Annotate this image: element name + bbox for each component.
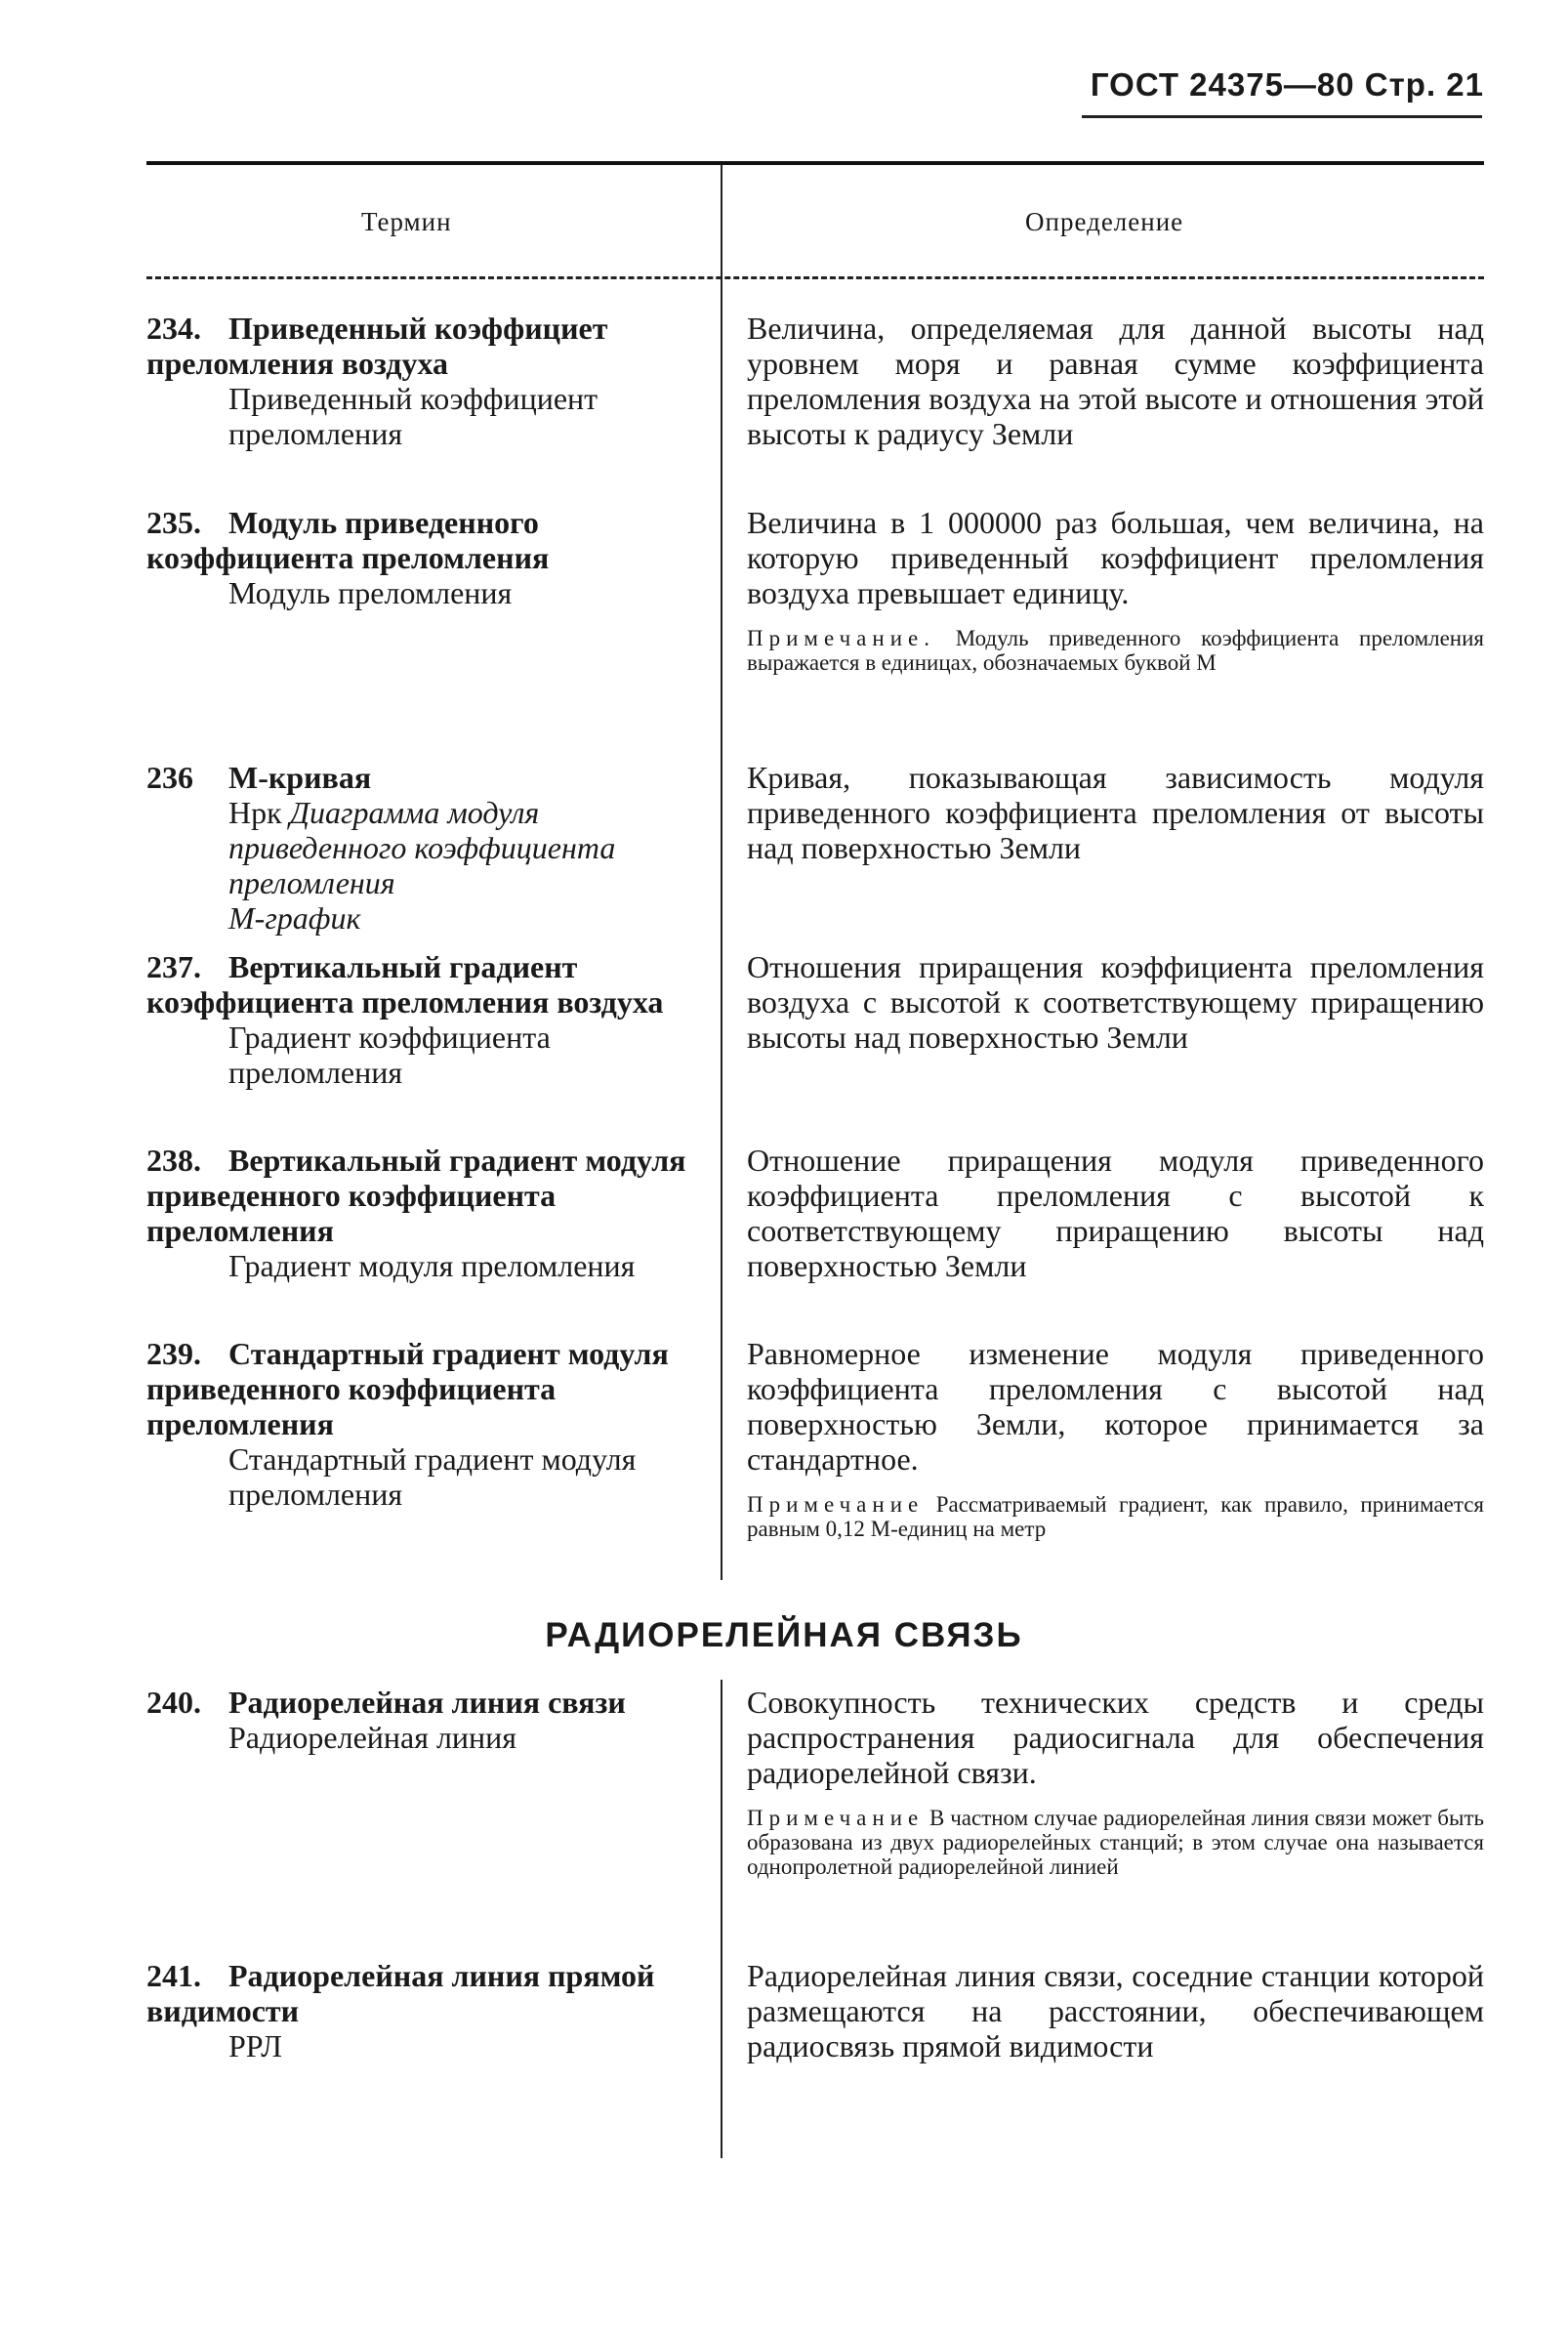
term-236 [146, 760, 693, 936]
definition-240 [747, 1685, 1484, 1879]
column-divider-2 [721, 1680, 722, 2158]
synonym-prefix: Нрк [228, 795, 282, 830]
definition-note [747, 626, 1484, 675]
term-235 [146, 505, 693, 610]
note-text: Модуль приведенного коэффициента преломления выражается в единицах, обозначаемых буквой М [747, 626, 1485, 675]
term-234 [146, 311, 693, 451]
definition-235 [747, 505, 1484, 675]
definition-241: Радиорелейная линия связи, соседние станции которой размещаются на расстоянии, обеспечивающем радиосвязь прямой видимости [747, 1958, 1484, 2063]
definition-239 [747, 1336, 1484, 1541]
term-number: 239. [146, 1336, 201, 1371]
term-number: 236 [146, 760, 193, 795]
definition-238: Отношение приращения модуля приведенного коэффициента преломления с высотой к соответствующему приращению высоты над поверхностью Земли [747, 1143, 1484, 1283]
note-label: Примечание. [747, 626, 935, 650]
definition-note [747, 1492, 1484, 1541]
term-synonym: Модуль преломления [228, 575, 513, 610]
term-synonym [146, 795, 693, 900]
term-title: М-кривая [228, 760, 372, 795]
definition-236: Кривая, показывающая зависимость модуля приведенного коэффициента преломления от высоты над поверхностью Земли [747, 760, 1484, 865]
synonym-italic: Диаграмма модуля приведенного коэффициента преломления [228, 795, 616, 900]
term-synonym: Стандартный градиент модуля преломления [228, 1441, 637, 1512]
term-title: Радиорелейная линия связи [228, 1685, 626, 1720]
section-title: РАДИОРЕЛЕЙНАЯ СВЯЗЬ [545, 1616, 1023, 1654]
term-number: 237. [146, 949, 201, 984]
term-title: Радиорелейная линия прямой видимости [146, 1958, 655, 2028]
term-title: Вертикальный градиент модуля приведенного коэффициента преломления [146, 1143, 686, 1248]
term-title: Стандартный градиент модуля приведенного коэффициента преломления [146, 1336, 669, 1441]
term-synonym: Приведенный коэффициент преломления [228, 381, 598, 451]
definition-234: Величина, определяемая для данной высоты над уровнем моря и равная сумме коэффициента преломления воздуха на этой высоте и отношения этой высоты к радиусу Земли [747, 311, 1484, 451]
term-title: Модуль приведенного коэффициента преломления [146, 505, 550, 575]
term-240 [146, 1685, 693, 1755]
definition-text: Равномерное изменение модуля приведенного коэффициента преломления с высотой над поверхностью Земли, которое принимается за стандартное. [747, 1336, 1484, 1477]
column-header-term: Термин [361, 207, 452, 236]
definition-note [747, 1806, 1484, 1879]
term-synonym: Радиорелейная линия [228, 1720, 517, 1755]
term-237 [146, 949, 693, 1090]
column-header-definition: Определение [1025, 207, 1184, 236]
note-label: Примечание [747, 1806, 925, 1830]
definition-237: Отношения приращения коэффициента преломления воздуха с высотой к соответствующему приращению высоты над поверхностью Земли [747, 949, 1484, 1055]
note-text: Рассматриваемый градиент, как правило, принимается равным 0,12 М-единиц на метр [747, 1492, 1485, 1541]
header-separator [146, 276, 1484, 279]
term-synonym: Градиент модуля преломления [228, 1248, 636, 1283]
term-number: 240. [146, 1685, 201, 1720]
term-synonym: РРЛ [228, 2028, 282, 2063]
term-241 [146, 1958, 693, 2063]
term-title: Приведенный коэффициет преломления воздуха [146, 311, 608, 381]
term-number: 241. [146, 1958, 201, 1993]
definition-text: Совокупность технических средств и среды распространения радиосигнала для обеспечения радиорелейной связи. [747, 1685, 1484, 1790]
header-rule [1082, 115, 1482, 118]
note-text: В частном случае радиорелейная линия связи может быть образована из двух радиорелейных станций; в этом случае она называется однопролетной радиорелейной линией [747, 1806, 1484, 1879]
term-title: Вертикальный градиент коэффициента преломления воздуха [146, 949, 664, 1020]
term-number: 234. [146, 311, 201, 346]
term-synonym: Градиент коэффициента преломления [228, 1020, 551, 1090]
table-top-rule [146, 161, 1484, 165]
term-238 [146, 1143, 693, 1283]
column-divider [721, 164, 722, 1580]
term-239 [146, 1336, 693, 1512]
term-synonym-2: М-график [228, 900, 361, 936]
note-label: Примечание [747, 1492, 925, 1517]
definition-text: Величина в 1 000000 раз большая, чем величина, на которую приведенный коэффициент преломления воздуха превышает единицу. [747, 505, 1484, 610]
term-number: 238. [146, 1143, 201, 1178]
term-number: 235. [146, 505, 201, 540]
page-header: ГОСТ 24375—80 Стр. 21 [1090, 66, 1484, 103]
